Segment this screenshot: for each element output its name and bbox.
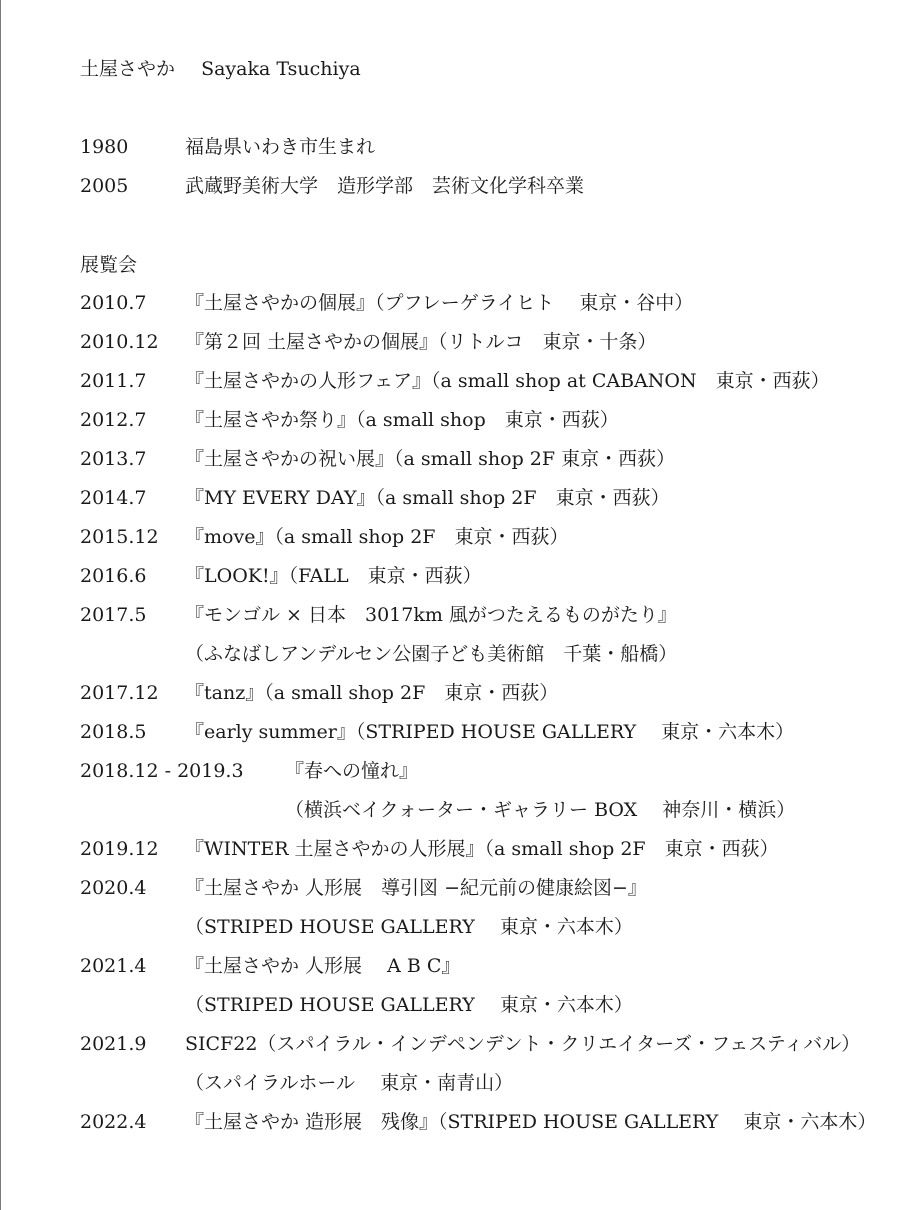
- exhibition-row: [80, 294, 880, 316]
- exhibition-date: 2015.12: [80, 526, 159, 548]
- exhibition-row: [80, 840, 880, 862]
- profile-document: [80, 0, 880, 1210]
- bio-year: 1980: [80, 136, 129, 158]
- exhibition-text: 『土屋さやか祭り』（a small shop 東京・西荻）: [185, 409, 619, 431]
- exhibition-text: 『土屋さやかの人形フェア』（a small shop at CABANON 東京・西荻）: [185, 370, 830, 392]
- exhibition-text: 『土屋さやか 人形展 A B C』: [185, 955, 461, 977]
- bio-text: 武蔵野美術大学 造形学部 芸術文化学科卒業: [185, 175, 585, 197]
- exhibition-row: [80, 411, 880, 433]
- exhibition-text: 『move』（a small shop 2F 東京・西荻）: [185, 526, 569, 548]
- exhibition-row: [80, 645, 880, 667]
- exhibition-date: 2013.7: [80, 448, 147, 470]
- exhibitions-heading: 展覧会: [80, 254, 138, 276]
- exhibition-date: 2022.4: [80, 1111, 147, 1133]
- exhibition-date: 2010.7: [80, 292, 147, 314]
- artist-name-heading: [80, 60, 361, 79]
- exhibition-text: 『LOOK!』（FALL 東京・西荻）: [185, 565, 482, 587]
- exhibition-row: [80, 684, 880, 706]
- exhibition-text: 『土屋さやか 人形展 導引図 −紀元前の健康絵図−』: [185, 877, 647, 899]
- exhibition-date: 2014.7: [80, 487, 147, 509]
- exhibition-text: 『モンゴル × 日本 3017km 風がつたえるものがたり』: [185, 604, 677, 626]
- exhibition-row: [80, 957, 880, 979]
- exhibition-date: 2012.7: [80, 409, 147, 431]
- exhibition-date: 2021.9: [80, 1033, 147, 1055]
- artist-name-japanese: 土屋さやか: [80, 58, 176, 80]
- artist-name-english: Sayaka Tsuchiya: [201, 58, 361, 80]
- exhibition-text: （スパイラルホール 東京・南青山）: [185, 1072, 514, 1094]
- exhibition-text: （STRIPED HOUSE GALLERY 東京・六本木）: [185, 994, 633, 1016]
- exhibition-date: 2018.12 - 2019.3: [80, 760, 244, 782]
- exhibition-date: 2018.5: [80, 721, 147, 743]
- exhibition-text: 『MY EVERY DAY』（a small shop 2F 東京・西荻）: [185, 487, 670, 509]
- exhibition-text: 『tanz』（a small shop 2F 東京・西荻）: [185, 682, 559, 704]
- exhibition-row: [80, 918, 880, 940]
- exhibition-row: [80, 606, 880, 628]
- exhibition-text: 『early summer』（STRIPED HOUSE GALLERY 東京・六本木）: [185, 721, 795, 743]
- exhibition-text: 『WINTER 土屋さやかの人形展』（a small shop 2F 東京・西荻）: [185, 838, 779, 860]
- exhibition-row: [80, 567, 880, 589]
- exhibition-text: （STRIPED HOUSE GALLERY 東京・六本木）: [185, 916, 633, 938]
- exhibition-text: （ふなばしアンデルセン公園子ども美術館 千葉・船橋）: [185, 643, 678, 665]
- exhibition-text: SICF22（スパイラル・インデペンデント・クリエイターズ・フェスティバル）: [185, 1033, 861, 1055]
- exhibition-text: 『春への憧れ』: [285, 760, 419, 782]
- exhibition-text: 『土屋さやかの祝い展』（a small shop 2F 東京・西荻）: [185, 448, 676, 470]
- bio-year: 2005: [80, 175, 129, 197]
- exhibition-text: （横浜ベイクォーター・ギャラリー BOX 神奈川・横浜）: [285, 799, 796, 821]
- exhibition-row: [80, 1074, 880, 1096]
- exhibition-row: [80, 372, 880, 394]
- exhibition-text: 『土屋さやかの個展』（プフレーゲライヒト 東京・谷中）: [185, 292, 694, 314]
- exhibition-row: [80, 1113, 880, 1135]
- exhibition-date: 2017.12: [80, 682, 159, 704]
- exhibition-text: 『土屋さやか 造形展 残像』（STRIPED HOUSE GALLERY 東京・六本木）: [185, 1111, 877, 1133]
- exhibition-row: [80, 528, 880, 550]
- exhibition-date: 2010.12: [80, 331, 159, 353]
- exhibition-row: [80, 333, 880, 355]
- exhibition-row: [80, 450, 880, 472]
- exhibition-date: 2011.7: [80, 370, 147, 392]
- page-left-border: [0, 0, 1, 1210]
- exhibition-date: 2017.5: [80, 604, 147, 626]
- exhibition-row: [80, 996, 880, 1018]
- exhibition-text: 『第２回 土屋さやかの個展』（リトルコ 東京・十条）: [185, 331, 657, 353]
- exhibition-row: [80, 762, 880, 784]
- exhibition-date: 2021.4: [80, 955, 147, 977]
- exhibition-row: [80, 801, 880, 823]
- exhibition-date: 2019.12: [80, 838, 159, 860]
- exhibition-date: 2020.4: [80, 877, 147, 899]
- exhibition-row: [80, 879, 880, 901]
- exhibition-row: [80, 1035, 880, 1057]
- exhibition-date: 2016.6: [80, 565, 147, 587]
- bio-text: 福島県いわき市生まれ: [185, 136, 376, 158]
- exhibition-row: [80, 489, 880, 511]
- exhibition-row: [80, 723, 880, 745]
